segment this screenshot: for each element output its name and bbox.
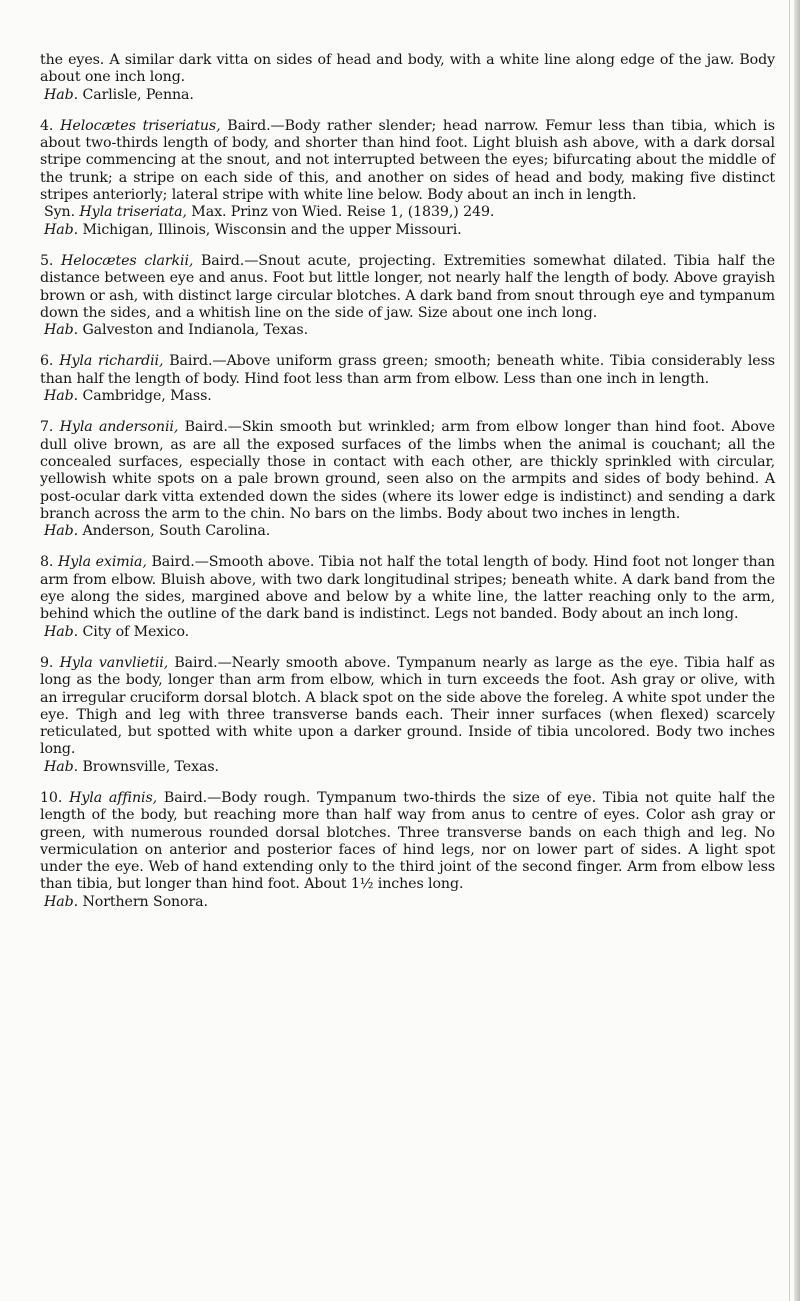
species-description: 5. Helocætes clarkii, Baird.—Snout acute, projecting. Extremities somewhat dilated. Tibia half the distance between eye and anus. Foot but little longer, not nearly half the length of body. Above grayish brown or ash, with distinct large circular blotches. A dark band from snout through eye and tympanum down the sides, and a whitish line on the side of jaw. Size about one inch long. (40, 252, 775, 321)
species-description: 8. Hyla eximia, Baird.—Smooth above. Tibia not half the total length of body. Hind foot not longer than arm from elbow. Bluish above, with two dark longitudinal stripes; beneath white. A dark band from the eye along the sides, margined above and below by a white line, the latter reaching only to the arm, behind which the outline of the dark band is indistinct. Legs not banded. Body about an inch long. (40, 554, 775, 623)
habitat-line: Hab. Cambridge, Mass. (44, 388, 212, 405)
species-entry-4 (40, 118, 775, 239)
species-name: Hyla affinis, (69, 789, 158, 806)
habitat-line: Hab. Brownsville, Texas. (44, 758, 219, 775)
species-entry-8 (40, 554, 775, 640)
page-fold-line (789, 0, 790, 1301)
species-description: 6. Hyla richardii, Baird.—Above uniform grass green; smooth; beneath white. Tibia considerably less than half the length of body. Hind foot less than arm from elbow. Less than one inch in length. (40, 353, 775, 387)
species-name: Hyla richardii, (59, 353, 164, 370)
intro-text: the eyes. A similar dark vitta on sides of head and body, with a white line along edge of the jaw. Body about one inch long. (40, 52, 775, 86)
habitat-line: Hab. Northern Sonora. (44, 893, 208, 910)
habitat-line: Hab. Michigan, Illinois, Wisconsin and the upper Missouri. (44, 221, 462, 238)
species-name: Hyla andersonii, (59, 419, 179, 436)
habitat-line: Hab. Anderson, South Carolina. (44, 523, 271, 540)
habitat-line: Hab. City of Mexico. (44, 623, 190, 640)
species-name: Helocætes triseriatus, (60, 117, 221, 134)
document-page (40, 52, 775, 925)
species-description: 9. Hyla vanvlietii, Baird.—Nearly smooth above. Tympanum nearly as large as the eye. Tibia half as long as the body, longer than arm from elbow, which in turn exceeds the foot. Ash gray or olive, with an irregular cruciform dorsal blotch. A black spot on the side above the foreleg. A white spot under the eye. Thigh and leg with three transverse bands each. Their inner surfaces (when flexed) scarcely reticulated, but spotted with white upon a darker ground. Inside of tibia uncolored. Body two inches long. (40, 654, 775, 758)
species-entry-6 (40, 353, 775, 405)
intro-habitat: Hab. Carlisle, Penna. (44, 86, 194, 103)
species-description: 4. Helocætes triseriatus, Baird.—Body rather slender; head narrow. Femur less than tibia, which is about two-thirds length of body, and shorter than hind foot. Light bluish ash above, with a dark dorsal stripe commencing at the snout, and not interrupted between the eyes; bifurcating about the middle of the trunk; a stripe on each side of this, and another on sides of head and body, making five distinct stripes anteriorly; lateral stripe with white line below. Body about an inch in length. (40, 117, 775, 204)
species-description: 10. Hyla affinis, Baird.—Body rough. Tympanum two-thirds the size of eye. Tibia not quite half the length of the body, but reaching more than half way from anus to centre of eyes. Color ash gray or green, with numerous rounded dorsal blotches. Three transverse bands on each thigh and leg. No vermiculation on anterior and posterior faces of hind legs, nor on lower part of sides. A light spot under the eye. Web of hand extending only to the third joint of the second finger. Arm from elbow less than tibia, but longer than hind foot. About 1½ inches long. (40, 789, 775, 893)
species-entry-9 (40, 655, 775, 776)
species-entry-7 (40, 419, 775, 540)
species-description: 7. Hyla andersonii, Baird.—Skin smooth but wrinkled; arm from elbow longer than hind foot. Above dull olive brown, as are all the exposed surfaces of the limbs when the animal is couchant; all the concealed surfaces, especially those in contact with each other, are thickly sprinkled with circular, yellowish white spots on a pale brown ground, seen also on the armpits and sides of body behind. A post-ocular dark vitta extended down the sides (where its lower edge is indistinct) and sending a dark branch across the arm to the chin. No bars on the limbs. Body about two inches in length. (40, 419, 775, 522)
species-entry-5 (40, 253, 775, 339)
species-entry-10 (40, 790, 775, 911)
page-edge-shadow (794, 0, 800, 1301)
habitat-line: Hab. Galveston and Indianola, Texas. (44, 322, 308, 339)
species-name: Helocætes clarkii, (60, 252, 194, 269)
synonym-line: Syn. Hyla triseriata, Max. Prinz von Wied. Reise 1, (1839,) 249. (44, 204, 495, 221)
intro-paragraph (40, 52, 775, 104)
species-name: Hyla vanvlietii, (59, 654, 169, 671)
species-name: Hyla eximia, (58, 554, 147, 571)
